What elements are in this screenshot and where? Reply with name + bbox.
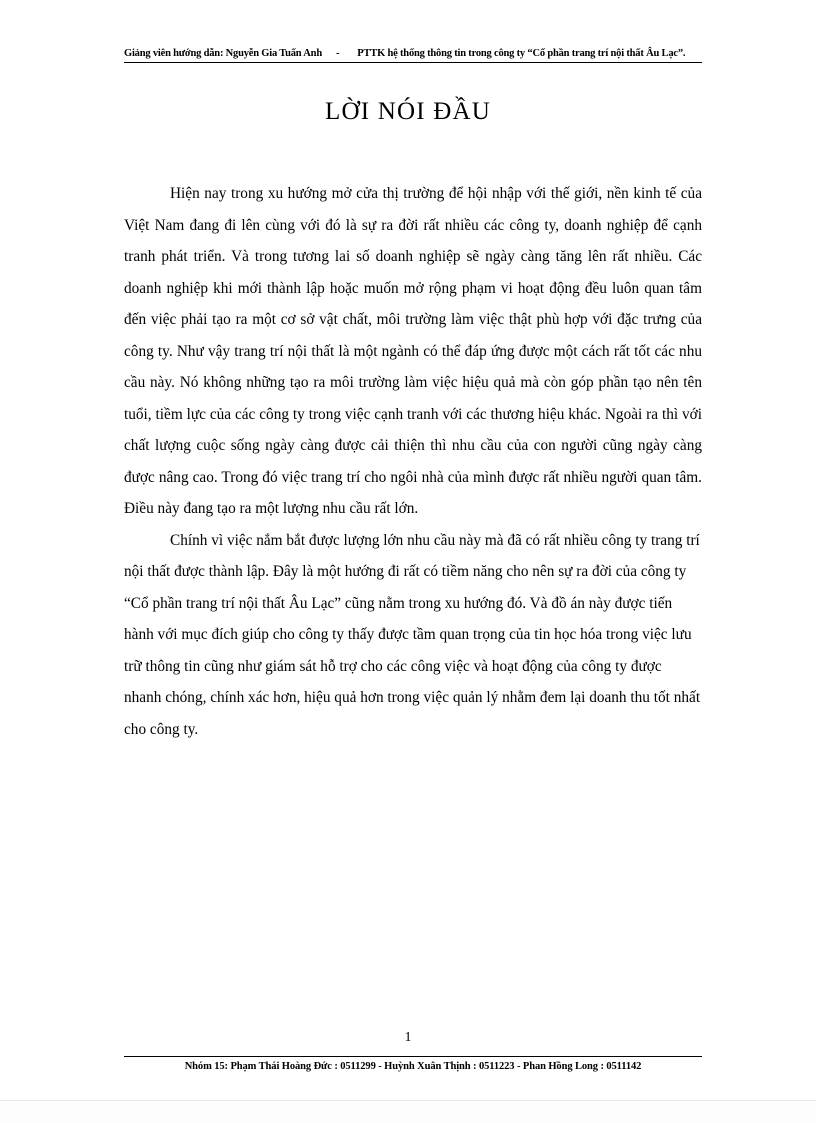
page-bottom-edge	[0, 1100, 816, 1123]
body-content	[124, 178, 702, 745]
header-line	[124, 48, 702, 59]
page-title: LỜI NÓI ĐẦU	[325, 98, 491, 125]
header-separator: -	[335, 48, 340, 59]
page-header	[124, 48, 702, 63]
paragraph-2: Chính vì việc nắm bắt được lượng lớn nhu cầu này mà đã có rất nhiều công ty trang trí nội thất được thành lập. Đây là một hướng đi rất có tiềm năng cho nên sự ra đời của công ty “Cổ phần trang trí nội thất Âu Lạc” cũng nằm trong xu hướng đó. Và đồ án này được tiến hành với mục đích giúp cho công ty thấy được tầm quan trọng của tin học hóa trong việc lưu trữ thông tin cũng như giám sát hỗ trợ cho các công việc và hoạt động của công ty được nhanh chóng, chính xác hơn, hiệu quả hơn trong việc quản lý nhằm đem lại doanh thu tốt nhất cho công ty.	[124, 531, 701, 738]
footer-authors-text: Nhóm 15: Phạm Thái Hoàng Đức : 0511299 - Huỳnh Xuân Thịnh : 0511223 - Phan Hồng Long : 0511142	[184, 1061, 642, 1072]
page-footer	[124, 1056, 702, 1072]
page-number: 1	[404, 1030, 412, 1045]
header-topic-text: PTTK hệ thống thông tin trong công ty “Cổ phần trang trí nội thất Âu Lạc”.	[357, 48, 686, 59]
header-advisor-text: Giảng viên hướng dẫn: Nguyễn Gia Tuấn Anh	[124, 48, 322, 59]
paragraph-1: Hiện nay trong xu hướng mở cửa thị trường để hội nhập với thế giới, nền kinh tế của Việt Nam đang đi lên cùng với đó là sự ra đời rất nhiều các công ty, doanh nghiệp để cạnh tranh phát triển. Và trong tương lai số doanh nghiệp sẽ ngày càng tăng lên rất nhiều. Các doanh nghiệp khi mới thành lập hoặc muốn mở rộng phạm vi hoạt động đều luôn quan tâm đến việc phải tạo ra một cơ sở vật chất, môi trường làm việc thật phù hợp với đặc trưng của công ty. Như vậy trang trí nội thất là một ngành có thể đáp ứng được một cách rất tốt các nhu cầu này. Nó không những tạo ra môi trường làm việc hiệu quả mà còn góp phần tạo nên tên tuổi, tiềm lực của các công ty trong việc cạnh tranh với các thương hiệu khác. Ngoài ra thì với chất lượng cuộc sống ngày càng được cải thiện thì nhu cầu của con người cũng ngày càng được nâng cao. Trong đó việc trang trí cho ngôi nhà của mình được rất nhiều người quan tâm. Điều này đang tạo ra một lượng nhu cầu rất lớn.	[124, 185, 702, 517]
